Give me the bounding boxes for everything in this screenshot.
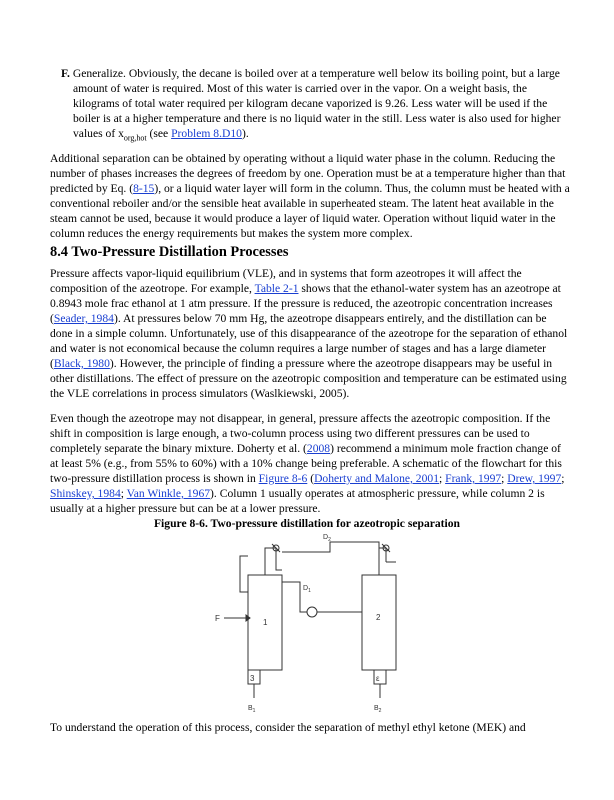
para3-text-7: ; <box>120 487 127 500</box>
para1-text: Additional separation can be obtained by operating without a liquid water phase in the column. Reducing the number of phases increases the degrees of freedom by one. Operation must be at a temperature higher than that predicted by Eq. ( <box>50 152 566 195</box>
citation-link-drew[interactable]: Drew, 1997 <box>507 472 562 485</box>
step-f-text: Generalize. Obviously, the decane is boiled over at a temperature well below its boiling point, but a large amount of water is required. Most of this water is carried over in the vapor. On a weight basis, the kilograms of total water required per kilogram decane vaporized is 9.26. Less water will be used if the boiler is at a higher temperature and there is no liquid water in the still. Less water is also used for higher values of x <box>72 67 561 140</box>
para2-text-2: shows that the ethanol-water system has an azeotrope at 0.8943 mole frac ethanol at 1 atm pressure. If the pressure is reduced, the azeotropic concentration increases ( <box>50 282 561 325</box>
citation-link-shinskey[interactable]: Shinskey, 1984 <box>50 487 121 500</box>
citation-link-seader[interactable]: Seader, 1984 <box>53 312 114 325</box>
section-heading: 8.4 Two-Pressure Distillation Processes <box>50 244 289 260</box>
para3-text-2: ) recommend a minimum mole fraction change of at least 5% (e.g., from 55% to 60%) with a 10% change being preferable. A schematic of the flowchart for this two-pressure distillation process is shown in <box>50 442 562 485</box>
paragraph-mek: To understand the operation of this process, consider the separation of methyl ethyl ketone (MEK) and <box>50 721 526 734</box>
para2-text-4: ). However, the principle of finding a pressure where the azeotrope disappears may be useful in other distillations. The effect of pressure on the azeotropic composition and temperature can be estimated using the VLE correlations in process simulators (Waslkiewski, 2005). <box>50 357 567 400</box>
two-pressure-distillation-diagram <box>210 532 430 712</box>
problem-link[interactable]: Problem 8.D10 <box>171 127 242 140</box>
column-2-overhead-line <box>379 548 386 575</box>
figure-caption: Figure 8-6. Two-pressure distillation for azeotropic separation <box>153 517 461 530</box>
d2-label: $D_2$ <box>323 534 331 543</box>
column-1-overhead-line <box>265 548 276 575</box>
citation-link-frank[interactable]: Frank, 1997 <box>445 472 502 485</box>
reboiler-2-symbol: ε <box>376 674 380 683</box>
citation-link-doherty-malone[interactable]: Doherty and Malone, 2001 <box>314 472 439 485</box>
b2-label: $B_2$ <box>374 705 382 712</box>
step-f-paragraph <box>61 66 569 141</box>
column-1-label: 1 <box>263 618 268 627</box>
paragraph-no-liquid-water <box>50 151 570 241</box>
citation-link-van-winkle[interactable]: Van Winkle, 1967 <box>126 487 211 500</box>
pump-symbol <box>307 607 317 617</box>
d1-label: $D_1$ <box>303 585 311 594</box>
column-1-vent-line <box>240 556 248 592</box>
step-f-label: F. <box>61 67 70 80</box>
reflux-line-1 <box>276 562 282 570</box>
step-f-text-3: ). <box>241 127 249 140</box>
para2-text-1: Pressure affects vapor-liquid equilibrium (VLE), and in systems that form azeotropes it will affect the composition of the azeotrope. For example, <box>50 267 522 295</box>
citation-link-doherty-2008[interactable]: 2008 <box>306 442 331 455</box>
step-f-text-2: (see <box>146 127 172 140</box>
para3-text-3: ( <box>307 472 315 485</box>
figure-link[interactable]: Figure 8-6 <box>258 472 308 485</box>
paragraph-pressure-vle <box>50 266 570 401</box>
feed-label: F <box>215 614 220 623</box>
para2-text-3: ). At pressures below 70 mm Hg, the azeotrope disappears entirely, and the distillation can be done in a simple column. Unfortunately, use of this disappearance of the azeotrope for the separation of ethanol and water is not economical because the column requires a large number of stages and has a large diameter ( <box>50 312 568 370</box>
paragraph-two-column <box>50 411 570 516</box>
para3-text-6: ; <box>561 472 565 485</box>
para3-text-1: Even though the azeotrope may not disappear, in general, pressure affects the azeotropic composition. If the shift in composition is large enough, a two-column process using two different pressures can be used to completely separate the binary mixture. Doherty et al. ( <box>50 412 551 455</box>
b1-label: $B_1$ <box>248 705 256 712</box>
feed-arrow <box>246 615 250 621</box>
para1-rest: ), or a liquid water layer will form in the column. Thus, the column must be heated with a conventional reboiler and/or the sensible heat available in superheated steam. The latent heat available in the steam cannot be used, because it would produce a layer of liquid water. Operation without liquid water in the column reduces the energy requirements but makes the system more complex. <box>50 182 570 240</box>
table-link[interactable]: Table 2-1 <box>254 282 299 295</box>
reboiler-1-symbol: 3 <box>250 674 255 683</box>
para3-text-8: ). Column 1 usually operates at atmospheric pressure, while column 2 is usually at a higher pressure but can be at a lower pressure. <box>50 487 545 515</box>
step-f-subscript: org,hot <box>123 133 147 143</box>
para3-text-4: ; <box>439 472 446 485</box>
citation-link-black[interactable]: Black, 1980 <box>53 357 110 370</box>
d2-recycle-line <box>282 542 379 575</box>
column-2-label: 2 <box>376 613 381 622</box>
column-2 <box>362 575 396 670</box>
para3-text-5: ; <box>501 472 508 485</box>
equation-link[interactable]: 8-15 <box>133 182 155 195</box>
